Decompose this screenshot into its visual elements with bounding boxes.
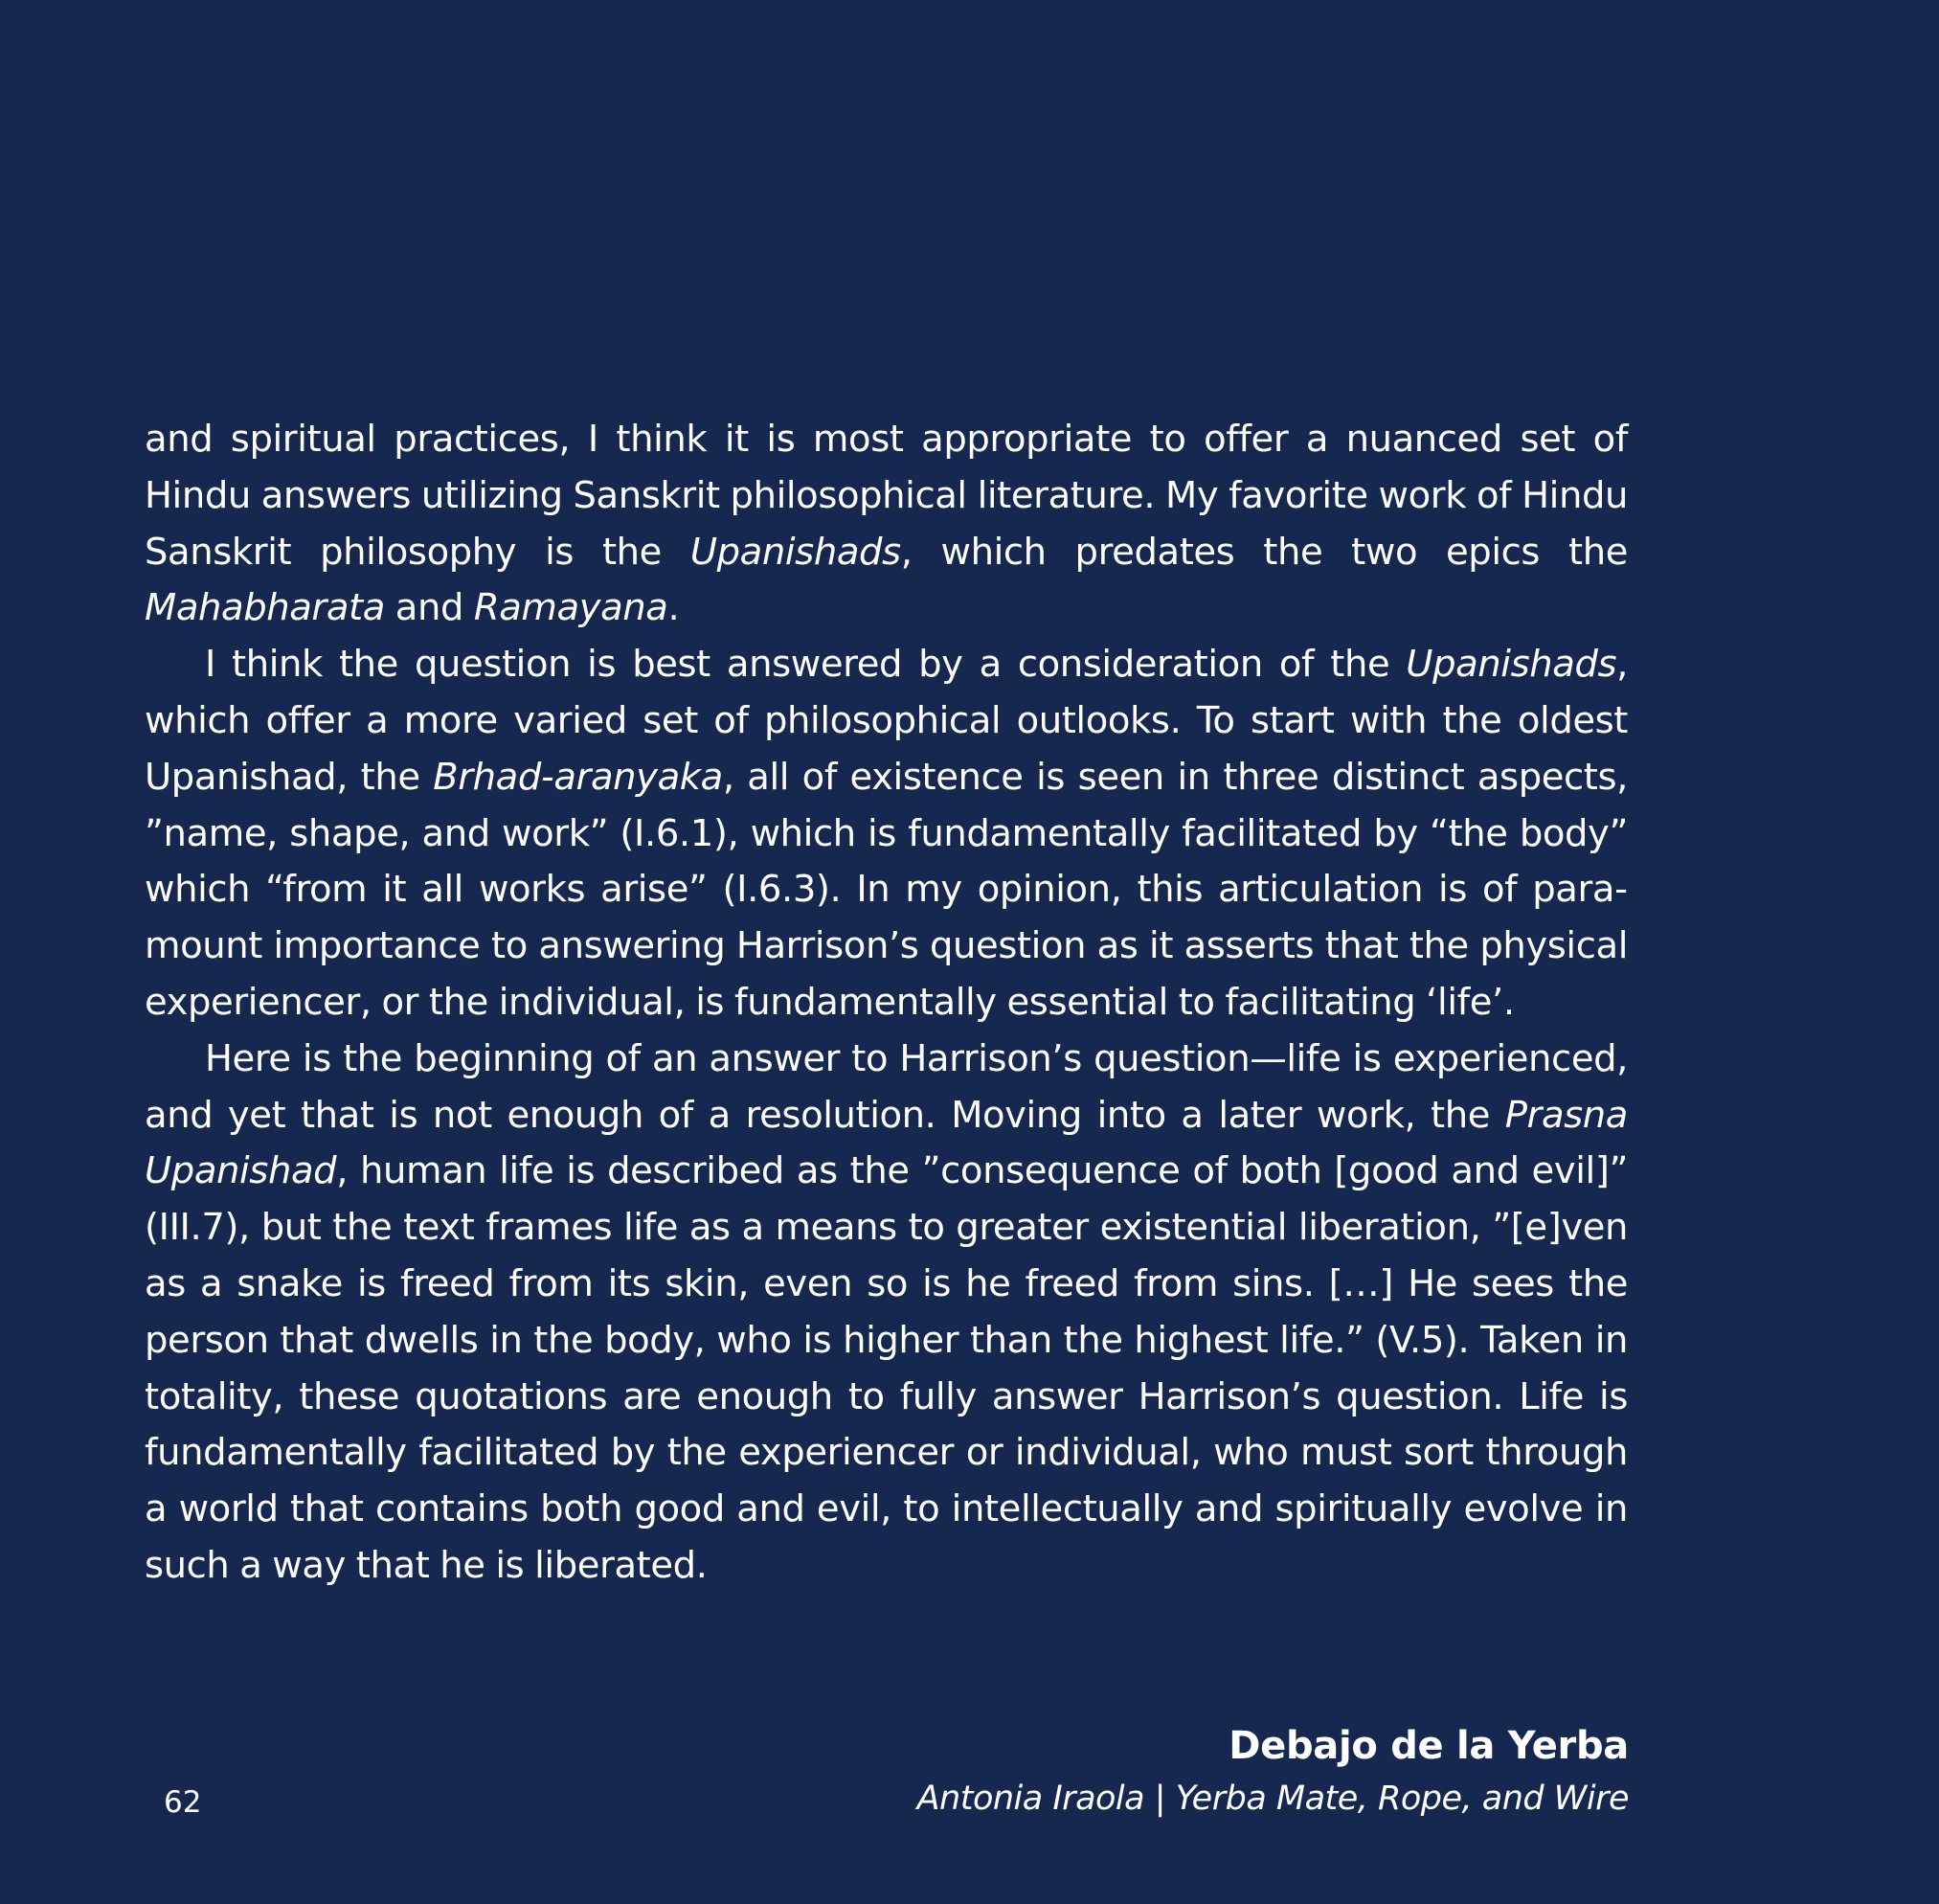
body-text <box>145 412 1628 1595</box>
paragraph-2-italic-1: Upanishads <box>1406 643 1617 687</box>
author-credit: Antonia Iraola | Yerba Mate, Rope, and Wire <box>916 1779 1629 1818</box>
paragraph-3 <box>145 1031 1628 1595</box>
paragraph-2 <box>145 637 1628 1031</box>
paragraph-3-italic-1: Prasna Upanishad <box>145 1093 1628 1193</box>
publication-title: Debajo de la Yerba <box>1229 1724 1629 1768</box>
paragraph-1 <box>145 412 1628 637</box>
page-number: 62 <box>164 1785 202 1820</box>
paragraph-3-text-2: , human life is described as the ”consequence of both [good and evil]” (III.7), but the text frames life as a means to greater existential liberation, ”[e]ven as a snake is freed from its skin, even so is he freed from sins. […] He sees the person that dwells in the body, who is higher than the highest life.” (V.5). Taken in totality, these quotations are enough to fully answer Harrison’s question. Life is fundamentally facilitated by the experiencer or individual, who must sort through a world that contains both good and evil, to intellectually and spiritually evolve in such a way that he is liberated. <box>145 1149 1628 1587</box>
paragraph-2-text-2: , which offer a more varied set of philosophical outlooks. To start with the oldest Upanishad, the <box>145 643 1628 799</box>
paragraph-2-text-3: , all of existence is seen in three distinct aspects, ”name, shape, and work” (I.6.1), which is fundamentally facilitated by “the body” which “from it all works arise” (I.6.3). In my opinion, this articulation is of paramount importance to answering Harrison’s question as it asserts that the physical experiencer, or the individual, is fundamentally essential to facilitating ‘life’. <box>145 755 1628 1024</box>
paragraph-1-text-1: and spiritual practices, I think it is most appropriate to offer a nuanced set of Hindu answers utilizing Sanskrit philosophical literature. My favorite work of Hindu Sanskrit philosophy is the <box>145 418 1628 574</box>
paragraph-1-italic-3: Ramayana <box>473 586 668 630</box>
paragraph-3-text-1: Here is the beginning of an answer to Harrison’s question—life is experienced, and yet that is not enough of a resolution. Moving into a later work, the <box>145 1036 1628 1137</box>
paragraph-2-italic-2: Brhad-aranyaka <box>433 755 723 799</box>
paragraph-1-italic-2: Mahabharata <box>145 586 385 630</box>
paragraph-1-text-3: and <box>384 586 474 630</box>
paragraph-1-italic-1: Upanishads <box>689 530 901 574</box>
paragraph-1-text-4: . <box>667 586 680 630</box>
paragraph-1-text-2: , which predates the two epics the <box>900 530 1628 574</box>
paragraph-2-text-1: I think the question is best answered by a consideration of the <box>205 643 1407 687</box>
